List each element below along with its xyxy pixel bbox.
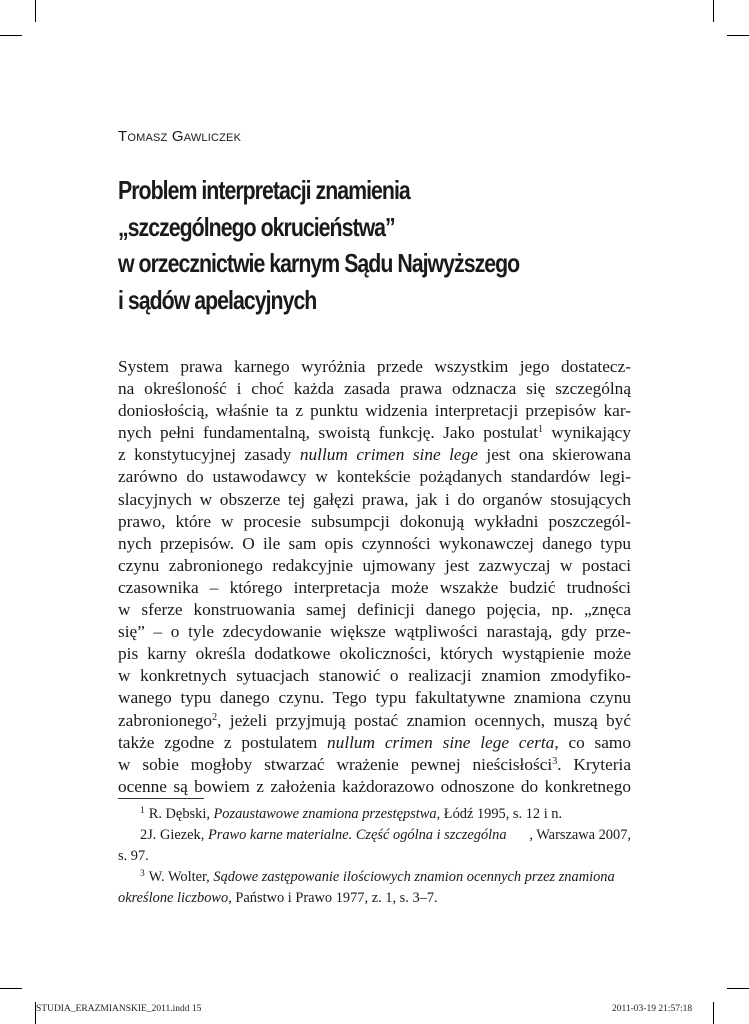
author-name: Tomasz Gawliczek: [118, 128, 242, 145]
title-line: w orzecznictwie karnym Sądu Najwyższego: [118, 248, 520, 278]
body-line: prawo, które w procesie subsumpcji dokonują wykładni poszczegól-: [118, 511, 631, 531]
body-line: pis karny określa dodatkowe okoliczności, których wystąpienie może: [118, 644, 631, 664]
body-line: nych przepisów. O ile sam opis czynności wykonawczej danego typu: [118, 533, 631, 553]
crop-mark-bottom-right: [713, 1002, 714, 1024]
body-line: slacyjnych w obszerze tej gałęzi prawa, jak i do organów stosujących: [118, 489, 631, 509]
footnotes: [118, 804, 631, 909]
body-line: także zgodne z postulatem nullum crimen sine lege certa, co samo: [118, 732, 632, 752]
footnote-3: $^3$ W. Wolter, Sądowe zastępowanie ilościowych znamion ocennych przez znamiona: [140, 869, 615, 885]
body-line: nych pełni fundamentalną, swoistą funkcję. Jako postulat$^1$ wynikający: [118, 423, 631, 443]
crop-mark-bottom-right-h: [727, 988, 749, 989]
body-line: w sobie mogłoby stwarzać wrażenie pewnej nieścisłości$^3$. Kryteria: [118, 754, 631, 774]
crop-mark-top-right-h: [727, 35, 749, 36]
footnote-2: 2J. Giezek, Prawo karne materialne. Część ogólna i szczególna , Warszawa 2007,: [140, 827, 631, 843]
footnote-3-cont: określone liczbowo, Państwo i Prawo 1977, z. 1, s. 3–7.: [118, 890, 438, 906]
title-line: i sądów apelacyjnych: [118, 284, 317, 315]
title-line: „szczególnego okrucieństwa”: [118, 211, 395, 242]
footnote-separator: [118, 798, 204, 799]
footnote-2-cont: s. 97.: [118, 848, 149, 864]
article-title: [118, 172, 577, 318]
body-line: w sferze konstruowania samej definicji danego pojęcia, np. „znęca: [118, 600, 631, 620]
footnote-ref-2: 2: [212, 711, 218, 723]
body-line: zarówno do ustawodawcy w kontekście pożądanych standardów legi-: [118, 467, 631, 487]
footnote-ref-1: 1: [537, 424, 543, 436]
crop-mark-top-right: [713, 0, 714, 22]
body-line: czasownika – którego interpretacja może wszakże budzić trudności: [118, 577, 631, 597]
body-line: w konkretnych sytuacjach stanowić o realizacji znamion zmodyfiko-: [118, 666, 631, 686]
crop-mark-top-left: [35, 0, 36, 22]
body-line: zabronionego$^2$, jeżeli przyjmują postać znamion ocennych, muszą być: [118, 710, 631, 730]
title-line: Problem interpretacji znamienia: [118, 175, 410, 205]
body-line: czynu zabronionego redakcyjnie ujmowany jest zazwyczaj w postaci: [118, 555, 631, 575]
body-line: System prawa karnego wyróżnia przede wszystkim jego dostatecz-: [118, 357, 631, 376]
body-line: się” – o tyle zdecydowanie większe wątpliwości narastają, gdy prze-: [118, 622, 631, 642]
body-line: wanego typu danego czynu. Tego typu fakultatywne znamiona czynu: [118, 688, 631, 708]
print-slug-timestamp: 2011-03-19 21:57:18: [612, 1004, 693, 1014]
body-paragraph: [118, 356, 631, 798]
footnote-1: $^1$ R. Dębski, Pozaustawowe znamiona przestępstwa, Łódź 1995, s. 12 i n.: [140, 806, 563, 822]
body-line: na określoność i choć każda zasada prawa odznacza się szczególną: [118, 379, 631, 399]
body-line: ocenne są bowiem z założenia każdorazowo odnoszone do konkretnego: [118, 776, 631, 796]
body-line: doniosłością, właśnie ta z punktu widzenia interpretacji przepisów kar-: [118, 401, 631, 421]
body-line: z konstytucyjnej zasady nullum crimen sine lege jest ona skierowana: [118, 445, 631, 465]
footnote-ref-3: 3: [552, 755, 558, 767]
crop-mark-bottom-left-h: [0, 988, 22, 989]
print-slug-file: STUDIA_ERAZMIANSKIE_2011.indd 15: [36, 1004, 202, 1014]
crop-mark-top-left-h: [0, 35, 22, 36]
